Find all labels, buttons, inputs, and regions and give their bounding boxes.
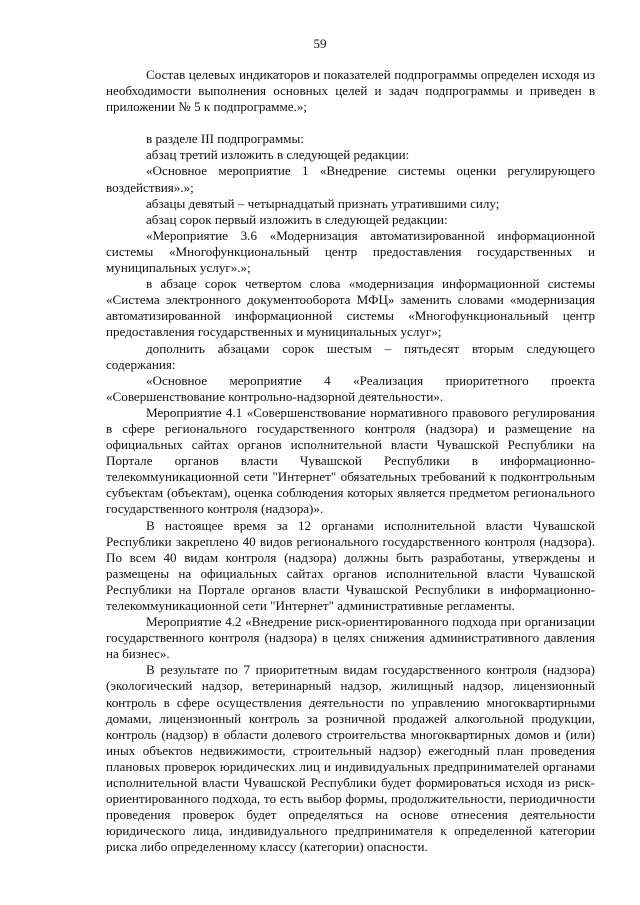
paragraph-measure-4-2: Мероприятие 4.2 «Внедрение риск-ориентированного подхода при организации государственного контроля (надзора) в целях снижения административного давления на бизнес».: [106, 614, 595, 662]
paragraph-forty-fourth: в абзаце сорок четвертом слова «модернизация информационной системы «Система электронного документооборота МФЦ» заменить словами «модернизация автоматизированной информационной системы «Многофункциональный центр предоставления государственных и муниципальных услуг»;: [106, 276, 595, 340]
paragraph-main-measure-4: «Основное мероприятие 4 «Реализация приоритетного проекта «Совершенствование контрольно-надзорной деятельности».: [106, 372, 595, 404]
paragraph-result: В результате по 7 приоритетным видам государственного контроля (надзора) (экологический надзор, ветеринарный надзор, жилищный надзор, лицензионный контроль в сфере осуществления деятельности по управлению многоквартирными домами, лицензионный контроль за розничной продажей алкогольной продукции, контроль (надзор) в области долевого строительства многоквартирных домов и (или) иных объектов недвижимости, строительный надзор) ежегодный план проведения плановых проверок юридических лиц и индивидуальных предпринимателей органами исполнительной власти Чувашской Республики будет формироваться исходя из риск-ориентированного подхода, то есть выбор формы, продолжительности, периодичности проведения проверок будет определяться на основе отнесения деятельности юридического лица, индивидуального предпринимателя к определенной категории риска либо определенному классу (категории) опасности.: [106, 662, 595, 855]
paragraph-spacer: [106, 115, 595, 131]
paragraph-supplement: дополнить абзацами сорок шестым – пятьдесят вторым следующего содержания:: [106, 340, 595, 372]
paragraph-main-measure-1: «Основное мероприятие 1 «Внедрение системы оценки регулирующего воздействия».»;: [106, 163, 595, 195]
paragraph-section-iii: в разделе III подпрограммы:: [146, 131, 304, 147]
paragraph-indicators: Состав целевых индикаторов и показателей подпрограммы определен исходя из необходимости выполнения основных целей и задач подпрограммы и приведен в приложении № 5 к подпрограмме.»;: [106, 67, 595, 115]
page-number: 59: [313, 36, 327, 51]
paragraph-forty-first: абзац сорок первый изложить в следующей редакции:: [146, 211, 448, 227]
paragraph-measure-4-1: Мероприятие 4.1 «Совершенствование нормативного правового регулирования в сфере регионального государственного контроля (надзора) и размещение на официальных сайтах органов исполнительной власти Чувашской Республики на Портале органов власти Чувашской Республики в информационно-телекоммуникационной сети "Интернет" обязательных требований к подконтрольным субъектам (объектам), оценка соблюдения которых является предметом регионального государственного контроля (надзора)».: [106, 404, 595, 517]
document-body: [106, 67, 595, 856]
paragraph-currently: В настоящее время за 12 органами исполнительной власти Чувашской Республики закреплено 40 видов регионального государственного контроля (надзора). По всем 40 видам контроля (надзора) должны быть разработаны, утверждены и размещены на официальных сайтах органов исполнительной власти Чувашской Республики на Портале органов власти Чувашской Республики в информационно-телекоммуникационной сети "Интернет" административные регламенты.: [106, 517, 595, 613]
paragraph-third-abzac: абзац третий изложить в следующей редакции:: [146, 147, 410, 163]
paragraph-measure-3-6: «Мероприятие 3.6 «Модернизация автоматизированной информационной системы «Многофункциональный центр предоставления государственных и муниципальных услуг».»;: [106, 227, 595, 276]
paragraph-repealed: абзацы девятый – четырнадцатый признать утратившими силу;: [146, 195, 500, 211]
